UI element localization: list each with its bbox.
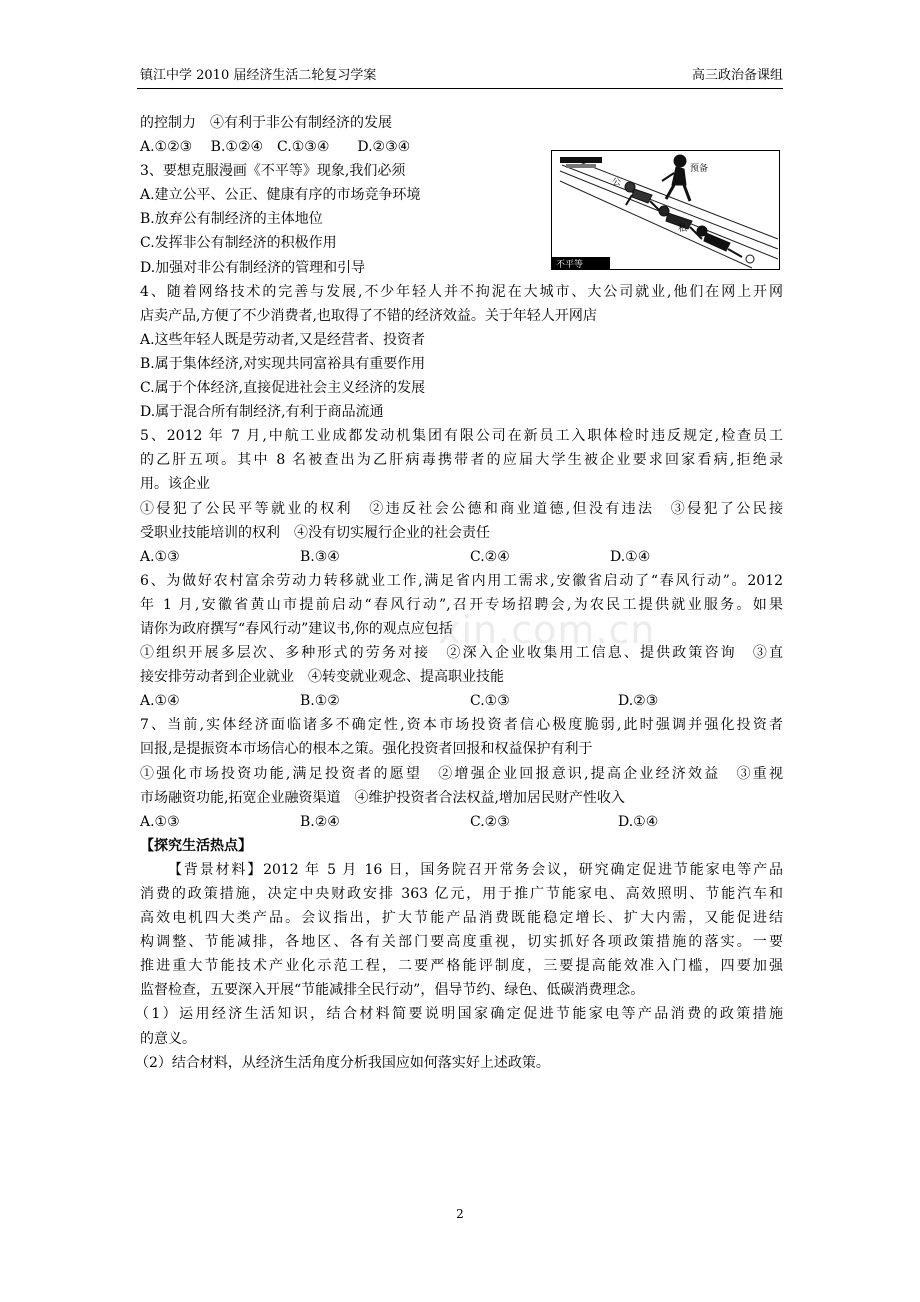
q6-option-c: C.①③	[470, 693, 510, 710]
header-right-title: 高三政治备课组	[691, 68, 783, 83]
question-5: 5、2012 年 7 月,中航工业成都发动机集团有限公司在新员工入职体检时违反规定,检查员工	[140, 428, 783, 445]
text-line: 回报,是提振资本市场信心的根本之策。强化投资者回报和权益保护有利于	[140, 741, 593, 758]
header-left-title: 镇江中学 2010 届经济生活二轮复习学案	[140, 68, 377, 83]
q5-option-a: A.①③	[140, 548, 180, 565]
q3-option-b: B.放弃公有制经济的主体地位	[140, 211, 323, 228]
question-1: （1）运用经济生活知识，结合材料简要说明国家确定促进节能家电等产品消费的政策措施	[135, 1006, 783, 1023]
text-line: 接安排劳动者到企业就业 ④转变就业观念、提高职业技能	[140, 669, 504, 686]
text-line: 受职业技能培训的权利 ④没有切实履行企业的社会责任	[140, 524, 490, 541]
q2-options: A.①②③ B.①②④ C.①③④ D.②③④	[140, 139, 411, 156]
document-body	[135, 111, 783, 1075]
q5-option-b: B.③④	[300, 548, 340, 565]
q3-option-c: C.发挥非公有制经济的积极作用	[140, 235, 337, 252]
question-4: 4、随着网络技术的完善与发展,不少年轻人并不拘泥在大城市、大公司就业,他们在网上开网	[140, 283, 783, 300]
q4-option-b: B.属于集体经济,对实现共同富裕具有重要作用	[140, 355, 426, 372]
cartoon-caption: 不平等	[556, 260, 584, 269]
text-line: 请你为政府撰写“春风行动”建议书,你的观点应包括	[140, 620, 453, 637]
text-line: 年 1 月,安徽省黄山市提前启动“春风行动”,召开专场招聘会,为农民工提供就业服务。如果	[140, 596, 783, 613]
q7-option-a: A.①③	[140, 813, 180, 830]
q5-option-c: C.②④	[470, 548, 510, 565]
text-line: ①侵犯了公民平等就业的权利 ②违反社会公德和商业道德,但没有违法 ③侵犯了公民接	[140, 500, 783, 517]
cartoon-label-public: 公	[612, 178, 622, 188]
cartoon-label-ready: 预备	[690, 164, 709, 174]
question-7: 7、当前,实体经济面临诸多不确定性,资本市场投资者信心极度脆弱,此时强调并强化投资者	[140, 717, 783, 734]
watermark: xin.com.cn	[438, 608, 656, 652]
text-line: 市场融资功能,拓宽企业融资渠道 ④维护投资者合法权益,增加居民财产性收入	[140, 789, 625, 806]
section-heading: 【探究生活热点】	[140, 837, 252, 854]
text-line: ①强化市场投资功能,满足投资者的愿望 ②增强企业回报意识,提高企业经济效益 ③重视	[140, 765, 783, 782]
q6-option-a: A.①④	[140, 693, 180, 710]
text-line: 的控制力 ④有利于非公有制经济的发展	[140, 115, 392, 131]
background-material: 【背景材料】2012 年 5 月 16 日，国务院召开常务会议，研究确定促进节能家电等产品	[168, 861, 783, 878]
q5-option-d: D.①④	[610, 548, 651, 565]
page-number: 2	[456, 1207, 464, 1221]
text-line: 构调整、节能减排，各地区、各有关部门要高度重视，切实抓好各项政策措施的落实。一要	[140, 934, 783, 951]
text-line: 监督检查，五要深入开展“节能减排全民行动”，倡导节约、绿色、低碳消费理念。	[140, 982, 645, 999]
q6-options	[140, 689, 783, 713]
text-line: 的乙肝五项。其中 8 名被查出为乙肝病毒携带者的应届大学生被企业要求回家看病,拒绝录	[140, 452, 783, 469]
text-line: 店卖产品,方便了不少消费者,也取得了不错的经济效益。关于年轻人开网店	[140, 307, 597, 324]
q7-options	[140, 810, 783, 834]
q5-options	[140, 545, 783, 569]
text-line: 推进重大节能技术产业化示范工程，二要严格能评制度，三要提高能效准入门槛，四要加强	[140, 958, 783, 975]
q4-option-c: C.属于个体经济,直接促进社会主义经济的发展	[140, 380, 426, 397]
text-line: 的意义。	[140, 1030, 196, 1047]
text-line: 消费的政策措施，决定中央财政安排 363 亿元，用于推广节能家电、高效照明、节能汽车和	[140, 886, 783, 902]
question-6: 6、为做好农村富余劳动力转移就业工作,满足省内用工需求,安徽省启动了“春风行动”。2012	[140, 572, 783, 589]
question-3: 3、要想克服漫画《不平等》现象,我们必须	[140, 163, 406, 180]
page-header	[137, 66, 783, 89]
q4-option-d: D.属于混合所有制经济,有利于商品流通	[140, 404, 384, 421]
text-line: 用。该企业	[140, 476, 210, 493]
q4-option-a: A.这些年轻人既是劳动者,又是经营者、投资者	[140, 331, 426, 348]
question-2: （2）结合材料，从经济生活角度分析我国应如何落实好上述政策。	[135, 1054, 550, 1071]
text-line: ①组织开展多层次、多种形式的劳务对接 ②深入企业收集用工信息、提供政策咨询 ③直	[140, 645, 783, 662]
q3-option-d: D.加强对非公有制经济的管理和引导	[140, 259, 366, 276]
q7-option-b: B.②④	[300, 813, 340, 830]
q6-option-d: D.②③	[618, 693, 659, 710]
q3-option-a: A.建立公平、公正、健康有序的市场竞争环境	[140, 187, 421, 204]
cartoon-label-private: 私	[678, 224, 688, 234]
q7-option-d: D.①④	[618, 813, 659, 830]
q6-option-b: B.①②	[300, 693, 340, 710]
text-line: 高效电机四大类产品。会议指出，扩大节能产品消费既能稳定增长、扩大内需，又能促进结	[140, 910, 783, 927]
q7-option-c: C.②③	[470, 813, 510, 830]
